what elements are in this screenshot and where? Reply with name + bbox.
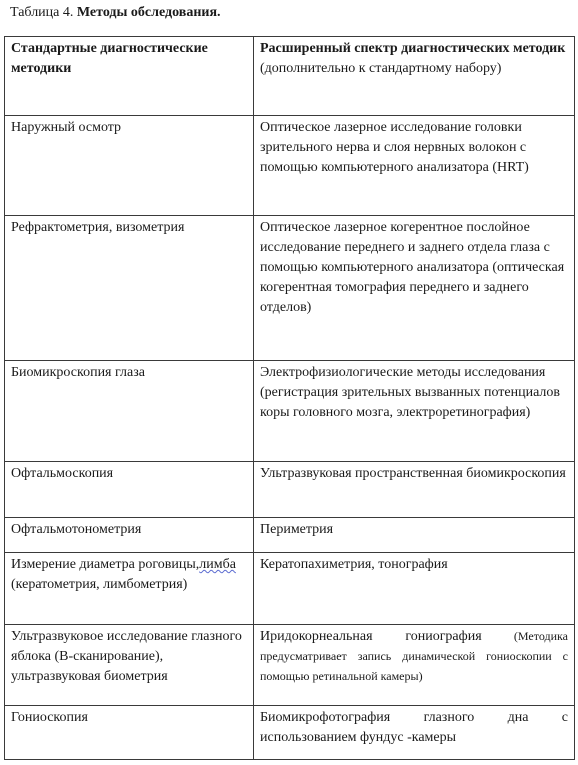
cell-standard: Рефрактометрия, визометрия [5,216,254,361]
cell-extended: Ультразвуковая пространственная биомикроскопия [254,462,575,518]
cell-standard-text: Измерение диаметра роговицы, [11,557,200,572]
cell-standard: Ультразвуковое исследование глазного яблока (B-сканирование), ультразвуковая биометрия [5,625,254,706]
cell-extended: Электрофизиологические методы исследования (регистрация зрительных вызванных потенциалов коры головного мозга, электроретинография) [254,361,575,462]
table-row [5,518,575,553]
header-standard [5,37,254,116]
header-standard-label: Стандартные диагностические методики [11,41,208,76]
table-row [5,116,575,216]
caption-title: Методы обследования. [76,5,221,20]
table-header-row [5,37,575,116]
cell-extended-note: (Методика предусматривает запись динамической гониоскопии с помощью ретинальной камеры) [260,629,568,683]
table-row [5,553,575,625]
cell-standard: Биомикроскопия глаза [5,361,254,462]
cell-extended: Оптическое лазерное исследование головки зрительного нерва и слоя нервных волокон с помощью компьютерного анализатора (HRT) [254,116,575,216]
table-row [5,706,575,760]
cell-extended [254,625,575,706]
cell-standard: Гониоскопия [5,706,254,760]
cell-standard-note: (кератометрия, лимбометрия) [11,577,188,592]
methods-table [4,36,575,760]
cell-standard [5,553,254,625]
cell-standard: Наружный осмотр [5,116,254,216]
table-row [5,216,575,361]
table-caption [10,4,221,22]
cell-standard-flagged-word: лимба [199,557,236,572]
cell-extended-text: Иридокорнеальная гониография [260,629,482,644]
table-row [5,462,575,518]
cell-extended: Периметрия [254,518,575,553]
header-extended-label: Расширенный спектр диагностических методик [260,41,566,56]
header-extended-note: (дополнительно к стандартному набору) [260,61,502,76]
header-extended [254,37,575,116]
cell-extended: Биомикрофотография глазного дна с использованием фундус -камеры [254,706,575,760]
caption-prefix: Таблица 4. [10,5,77,20]
table-row [5,625,575,706]
table-row [5,361,575,462]
cell-extended: Кератопахиметрия, тонография [254,553,575,625]
cell-extended: Оптическое лазерное когерентное послойное исследование переднего и заднего отдела глаза с помощью компьютерного анализатора (оптическая когерентная томография переднего и заднего отделов) [254,216,575,361]
cell-standard: Офтальмоскопия [5,462,254,518]
cell-standard: Офтальмотонометрия [5,518,254,553]
